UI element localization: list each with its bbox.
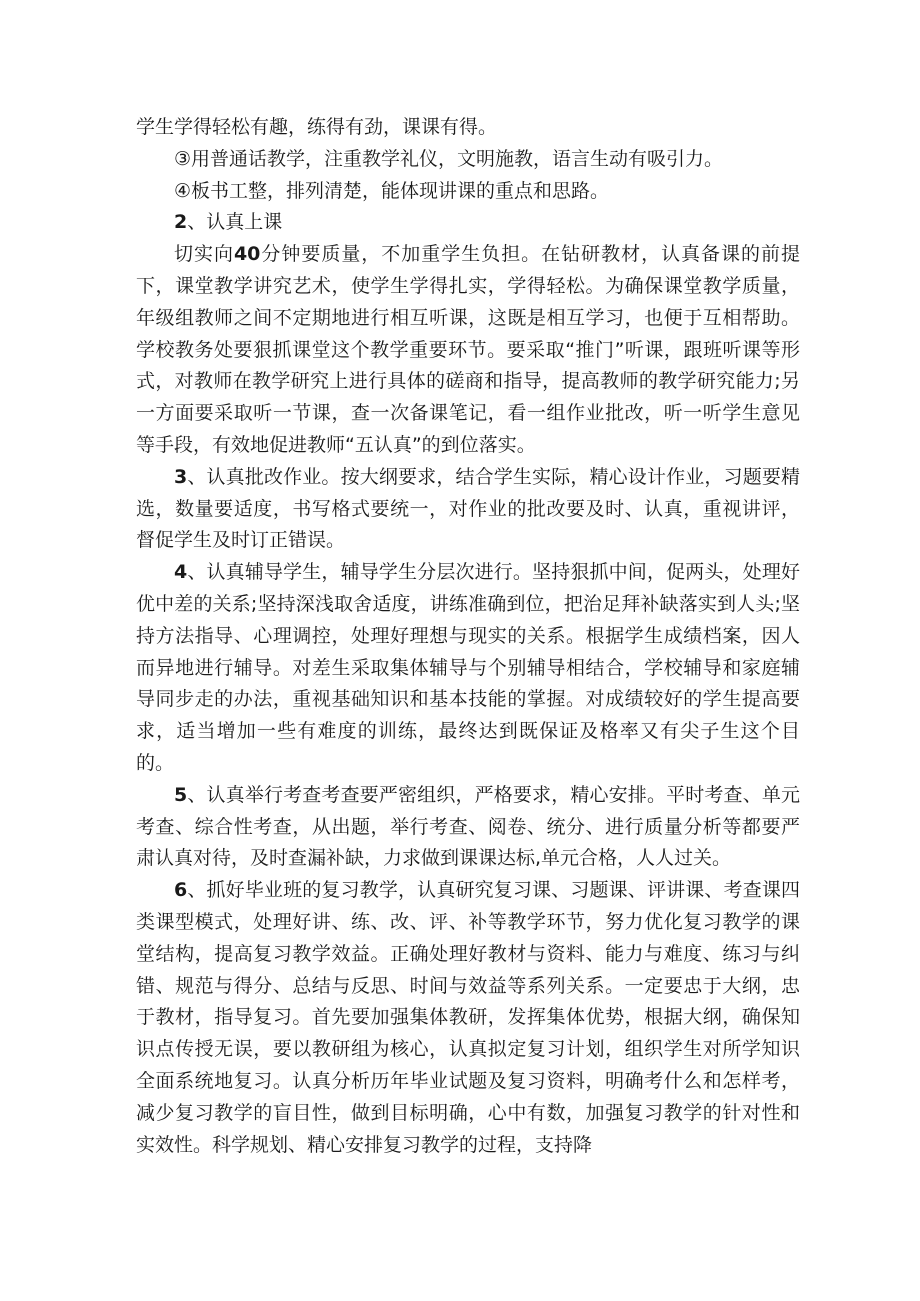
- paragraph-class-teaching: [136, 239, 800, 462]
- section-number: 3: [174, 465, 188, 488]
- section-number: 6: [174, 879, 188, 902]
- section-paragraph-4: [136, 557, 800, 780]
- minutes-number: 40: [233, 243, 261, 266]
- paragraph-text: ③用普通话教学，注重教学礼仪，文明施教，语言生动有吸引力。: [174, 147, 724, 170]
- paragraph-text: 学生学得轻松有趣，练得有劲，课课有得。: [136, 116, 498, 138]
- paragraph-text: ④板书工整，排列清楚，能体现讲课的重点和思路。: [174, 179, 610, 202]
- paragraph-item-3: [136, 144, 800, 176]
- paragraph-text: 切实向: [174, 243, 234, 266]
- section-number: 2: [174, 211, 188, 234]
- paragraph-item-4: [136, 176, 800, 208]
- section-title: 、认真上课: [187, 211, 283, 234]
- paragraph-text: 、认真举行考查考查要严密组织，严格要求，精心安排。平时考查、单元考查、综合性考查，从出题，举行考查、阅卷、统分、进行质量分析等都要严肃认真对待，及时查漏补缺，力求做到课课达标,单元合格，人人过关。: [136, 783, 800, 870]
- paragraph-text-after: 分钟要质量，不加重学生负担。在钻研教材，认真备课的前提下，课堂教学讲究艺术，使学生学得扎实，学得轻松。为确保课堂教学质量，年级组教师之间不定期地进行相互听课，这既是相互学习，也便于互相帮助。学校教务处要狠抓课堂这个教学重要环节。要采取“推门”听课，跟班听课等形式，对教师在教学研究上进行具体的磋商和指导，提高教师的教学研究能力;另一方面要采取听一节课，查一次备课笔记，看一组作业批改，听一听学生意见等手段，有效地促进教师“五认真”的到位落实。: [136, 243, 800, 456]
- paragraph-text: 、认真辅导学生，辅导学生分层次进行。坚持狠抓中间，促两头，处理好优中差的关系;坚持深浅取舍适度，讲练准确到位，把治足拜补缺落实到人头;坚持方法指导、心理调控，处理好理想与现实的关系。根据学生成绩档案，因人而异地进行辅导。对差生采取集体辅导与个别辅导相结合，学校辅导和家庭辅导同步走的办法，重视基础知识和基本技能的掌握。对成绩较好的学生提高要求，适当增加一些有难度的训练，最终达到既保证及格率又有尖子生这个目的。: [136, 561, 800, 774]
- section-heading-2: [136, 207, 800, 239]
- section-number: 5: [174, 783, 188, 806]
- document-body: [136, 112, 800, 1161]
- section-paragraph-6: [136, 875, 800, 1161]
- paragraph-continuation: [136, 112, 800, 144]
- section-paragraph-3: [136, 462, 800, 557]
- section-number: 4: [174, 561, 188, 584]
- paragraph-text: 、认真批改作业。按大纲要求，结合学生实际，精心设计作业，习题要精选，数量要适度，书写格式要统一，对作业的批改要及时、认真，重视讲评，督促学生及时订正错误。: [136, 465, 800, 552]
- section-paragraph-5: [136, 780, 800, 875]
- paragraph-text: 、抓好毕业班的复习教学，认真研究复习课、习题课、评讲课、考查课四类课型模式，处理好讲、练、改、评、补等教学环节，努力优化复习教学的课堂结构，提高复习教学效益。正确处理好教材与资料、能力与难度、练习与纠错、规范与得分、总结与反思、时间与效益等系列关系。一定要忠于大纲，忠于教材，指导复习。首先要加强集体教研，发挥集体优势，根据大纲，确保知识点传授无误，要以教研组为核心，认真拟定复习计划，组织学生对所学知识全面系统地复习。认真分析历年毕业试题及复习资料，明确考什么和怎样考，减少复习教学的盲目性，做到目标明确，心中有数，加强复习教学的针对性和实效性。科学规划、精心安排复习教学的过程，支持降: [136, 879, 800, 1156]
